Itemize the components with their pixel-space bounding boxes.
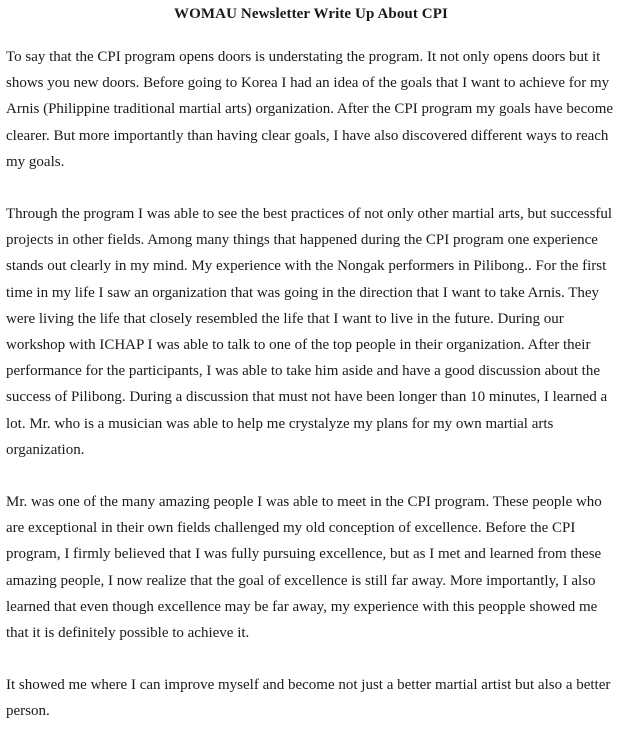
paragraph-2: Through the program I was able to see the best practices of not only other martial arts, but successful projects in other fields. Among many things that happened during the CPI program one experience stands out clearly in my mind. My experience with the Nongak performers in Pilibong.. For the first time in my life I saw an organization that was going in the direction that I want to take Arnis. They were living the life that closely resembled the life that I want to live in the future. During our workshop with ICHAP I was able to talk to one of the top people in their organization. After their performance for the participants, I was able to take him aside and have a good discussion about the success of Pilibong. During a discussion that must not have been longer than 10 minutes, I learned a lot. Mr. who is a musician was able to help me crystalyze my plans for my own martial arts organization. bbox=[6, 206, 613, 458]
paragraph-4: It showed me where I can improve myself and become not just a better martial artist but also a better person. bbox=[6, 677, 611, 720]
document-title: WOMAU Newsletter Write Up About CPI bbox=[174, 6, 448, 22]
paragraph-1: To say that the CPI program opens doors is understating the program. It not only opens doors but it shows you new doors. Before going to Korea I had an idea of the goals that I want to achieve for my Arnis (Philippine traditional martial arts) organization. After the CPI program my goals have become clearer. But more importantly than having clear goals, I have also discovered different ways to reach my goals. bbox=[6, 49, 614, 170]
paragraph-3: Mr. was one of the many amazing people I was able to meet in the CPI program. These people who are exceptional in their own fields challenged my old conception of excellence. Before the CPI program, I firmly believed that I was fully pursuing excellence, but as I met and learned from these amazing people, I now realize that the goal of excellence is still far away. More importantly, I also learned that even though excellence may be far away, my experience with this peopple showed me that it is definitely possible to achieve it. bbox=[6, 494, 602, 642]
